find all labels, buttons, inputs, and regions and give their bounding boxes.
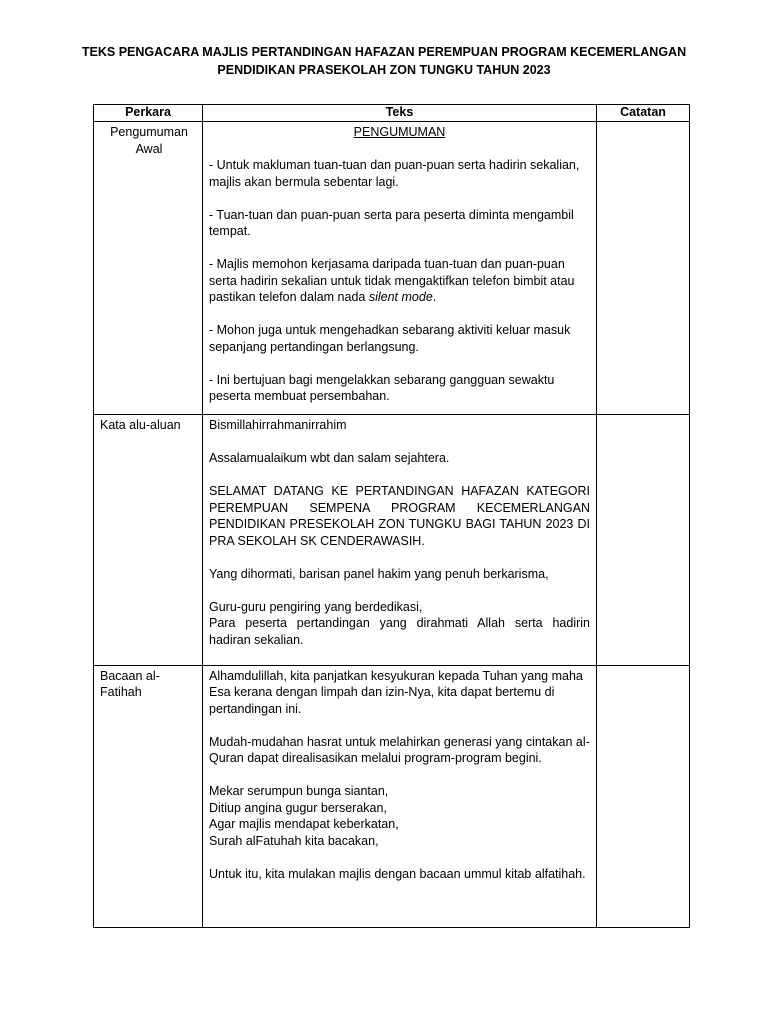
italic-term: silent mode — [368, 290, 433, 304]
pantun-line: Surah alFatuhah kita bacakan, — [209, 833, 379, 848]
header-catatan: Catatan — [597, 105, 690, 122]
pantun-line: Agar majlis mendapat keberkatan, — [209, 817, 399, 831]
perkara-cell: Bacaan al-Fatihah — [94, 665, 203, 927]
paragraph: Alhamdulillah, kita panjatkan kesyukuran kepada Tuhan yang maha Esa kerana dengan limpah dan izin-Nya, kita dapat bertemu di pertandingan ini. — [209, 668, 583, 716]
header-teks: Teks — [203, 105, 597, 122]
title-line-2: PENDIDIKAN PRASEKOLAH ZON TUNGKU TAHUN 2023 — [217, 63, 551, 77]
teks-cell — [203, 415, 597, 666]
paragraph-group — [209, 599, 590, 649]
catatan-cell — [597, 665, 690, 927]
table-row — [94, 415, 690, 666]
title-line-1: TEKS PENGACARA MAJLIS PERTANDINGAN HAFAZAN PEREMPUAN PROGRAM KECEMERLANGAN — [81, 45, 687, 59]
teks-cell — [203, 122, 597, 415]
pantun — [209, 783, 590, 849]
paragraph: Guru-guru pengiring yang berdedikasi, — [209, 599, 423, 614]
paragraph-text: - Majlis memohon kerjasama daripada tuan-tuan dan puan-puan serta hadirin sekalian untuk tidak mengaktifkan telefon bimbit atau pastikan telefon dalam nada — [209, 257, 575, 304]
table-header-row — [94, 105, 690, 122]
catatan-cell — [597, 122, 690, 415]
teks-cell — [203, 665, 597, 927]
perkara-cell: Kata alu-aluan — [94, 415, 203, 666]
paragraph: Untuk itu, kita mulakan majlis dengan bacaan ummul kitab alfatihah. — [209, 866, 586, 881]
pantun-line: Mekar serumpun bunga siantan, — [209, 784, 389, 798]
paragraph: Assalamualaikum wbt dan salam sejahtera. — [209, 451, 450, 465]
paragraph: - Ini bertujuan bagi mengelakkan sebarang gangguan sewaktu peserta membuat persembahan. — [209, 372, 555, 403]
document-title — [0, 43, 768, 79]
pantun-line: Ditiup angina gugur berserakan, — [209, 800, 387, 815]
header-perkara: Perkara — [94, 105, 203, 122]
paragraph-text: . — [432, 290, 437, 304]
table-row — [94, 665, 690, 927]
table-row — [94, 122, 690, 415]
paragraph: Yang dihormati, barisan panel hakim yang penuh berkarisma, — [209, 566, 549, 581]
paragraph: - Untuk makluman tuan-tuan dan puan-puan serta hadirin sekalian, majlis akan bermula sebentar lagi. — [209, 158, 580, 189]
perkara-cell: Pengumuman Awal — [94, 122, 203, 415]
section-heading: PENGUMUMAN — [353, 125, 446, 139]
script-table — [93, 104, 690, 928]
paragraph: - Tuan-tuan dan puan-puan serta para peserta diminta mengambil tempat. — [209, 207, 574, 238]
paragraph: SELAMAT DATANG KE PERTANDINGAN HAFAZAN KATEGORI PEREMPUAN SEMPENA PROGRAM KECEMERLANGAN PENDIDIKAN PRESEKOLAH ZON TUNGKU BAGI TAHUN 2023 DI PRA SEKOLAH SK CENDERAWASIH. — [209, 484, 590, 548]
paragraph: Para peserta pertandingan yang dirahmati Allah serta hadirin hadiran sekalian. — [209, 616, 590, 647]
catatan-cell — [597, 415, 690, 666]
paragraph: Mudah-mudahan hasrat untuk melahirkan generasi yang cintakan al-Quran dapat direalisasikan melalui program-program begini. — [209, 734, 590, 765]
paragraph-phone — [209, 256, 590, 306]
paragraph: - Mohon juga untuk mengehadkan sebarang aktiviti keluar masuk sepanjang pertandingan berlangsung. — [209, 323, 571, 354]
paragraph: Bismillahirrahmanirrahim — [209, 418, 347, 432]
